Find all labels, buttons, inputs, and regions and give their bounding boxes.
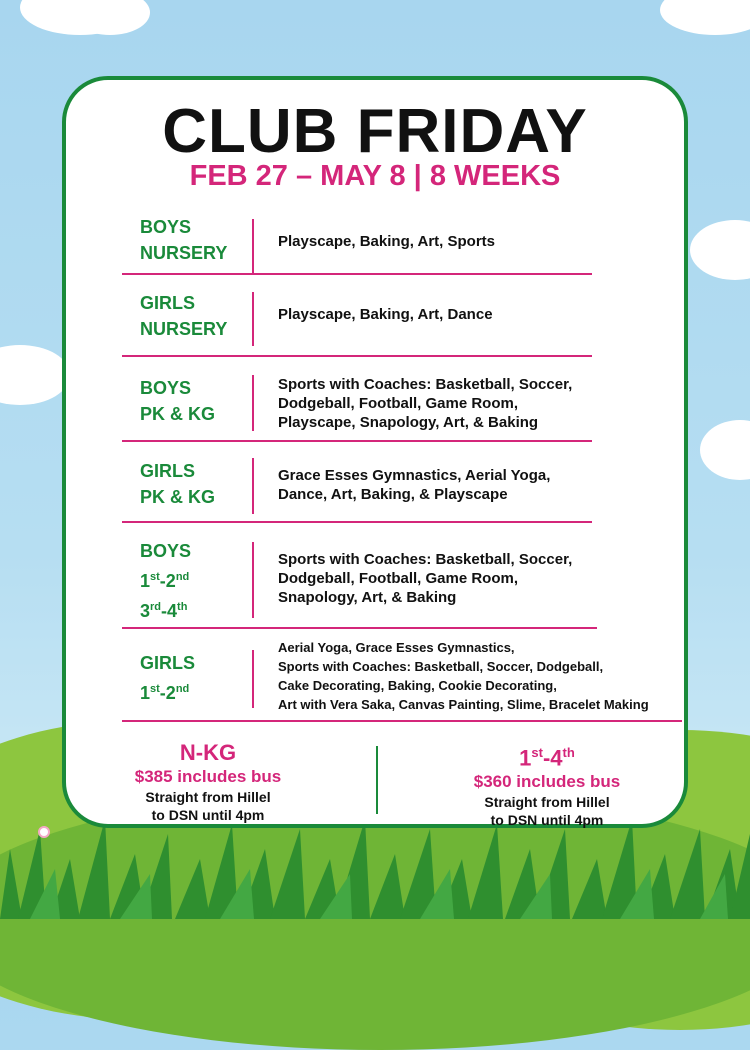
program-row-girls-grades <box>124 638 649 718</box>
activity-line: Sports with Coaches: Basketball, Soccer, <box>278 551 573 568</box>
program-row-boys-nursery <box>124 214 594 274</box>
grade-text: 1 <box>140 683 151 703</box>
grade-suffix: rd <box>150 601 162 613</box>
grade-suffix: th <box>562 745 575 760</box>
program-label <box>140 375 215 427</box>
activity-line: Dodgeball, Football, Game Room, <box>278 570 519 587</box>
label-line: BOYS <box>140 378 192 398</box>
program-row-boys-grades <box>124 538 594 628</box>
label-line: GIRLS <box>140 461 196 481</box>
row-divider <box>122 273 592 275</box>
pricing-divider <box>376 746 378 814</box>
cloud <box>660 0 750 35</box>
row-divider <box>122 627 597 629</box>
cloud <box>0 345 70 405</box>
activity-line: Cake Decorating, Baking, Cookie Decorating, <box>278 678 557 693</box>
activity-line: Playscape, Baking, Art, Dance <box>278 306 493 323</box>
program-row-boys-pk-kg <box>124 375 594 445</box>
label-line: GIRLS <box>140 653 196 673</box>
program-activities <box>278 232 495 251</box>
activity-line: Sports with Coaches: Basketball, Soccer, Dodgeball, <box>278 659 604 674</box>
activity-line: Grace Esses Gymnastics, Aerial Yoga, <box>278 467 551 484</box>
label-line: PK & KG <box>140 487 216 507</box>
price-amount: $385 includes bus <box>134 767 282 786</box>
activity-line: Sports with Coaches: Basketball, Soccer, <box>278 376 573 393</box>
price-grade <box>437 740 657 771</box>
grade-text: -2 <box>159 683 176 703</box>
grade-text: 1 <box>140 571 151 591</box>
activity-line: Dance, Art, Baking, & Playscape <box>278 486 508 503</box>
activity-line: Playscape, Baking, Art, Sports <box>278 233 496 250</box>
divider <box>252 292 254 346</box>
program-label <box>140 290 227 342</box>
program-activities <box>278 375 572 432</box>
price-amount: $360 includes bus <box>473 772 621 792</box>
price-note: to DSN until 4pm <box>151 807 265 823</box>
activity-line: Playscape, Snapology, Art, & Baking <box>278 414 539 431</box>
grade-suffix: nd <box>175 683 190 695</box>
program-label <box>140 214 227 266</box>
divider <box>252 650 254 708</box>
grade-range <box>140 676 195 706</box>
program-row-girls-pk-kg <box>124 458 594 518</box>
grade-text: -2 <box>159 571 176 591</box>
program-activities <box>278 550 572 607</box>
row-divider <box>122 355 592 357</box>
price-note: to DSN until 4pm <box>490 812 604 829</box>
page-title: CLUB FRIDAY <box>162 97 588 166</box>
activity-line: Aerial Yoga, Grace Esses Gymnastics, <box>278 640 515 655</box>
activity-line: Snapology, Art, & Baking <box>278 589 457 606</box>
divider <box>252 542 254 618</box>
activity-line: Dodgeball, Football, Game Room, <box>278 395 519 412</box>
program-activities <box>278 638 649 714</box>
label-line: NURSERY <box>140 243 228 263</box>
cloud <box>690 220 750 280</box>
price-grade: N-KG <box>179 740 237 765</box>
label-line: GIRLS <box>140 293 196 313</box>
price-note: Straight from Hillel <box>145 789 271 805</box>
grade-suffix: nd <box>175 571 190 583</box>
grade-text: -4 <box>542 745 563 771</box>
grade-range <box>140 564 191 594</box>
label-line: BOYS <box>140 217 192 237</box>
price-note: Straight from Hillel <box>484 794 610 811</box>
flower-icon <box>38 826 50 838</box>
program-row-girls-nursery <box>124 290 594 350</box>
grade-text: 1 <box>519 745 532 771</box>
grade-text: -4 <box>161 601 178 621</box>
label-line: BOYS <box>140 541 192 561</box>
date-range: FEB 27 – MAY 8 | 8 WEEKS <box>189 160 561 192</box>
label-line: NURSERY <box>140 319 228 339</box>
label-line: PK & KG <box>140 404 216 424</box>
program-label <box>140 458 215 510</box>
grade-suffix: th <box>177 601 188 613</box>
row-divider <box>122 521 592 523</box>
program-label <box>140 650 195 706</box>
row-divider <box>122 720 682 722</box>
price-1st-4th <box>437 740 657 829</box>
program-activities <box>278 466 550 504</box>
divider <box>252 219 254 273</box>
program-activities <box>278 305 493 324</box>
grade-suffix: st <box>150 571 160 583</box>
row-divider <box>122 440 592 442</box>
grade-suffix: st <box>531 745 543 760</box>
price-n-kg <box>98 740 318 824</box>
grade-range <box>140 594 191 624</box>
grade-suffix: st <box>150 683 160 695</box>
activity-line: Art with Vera Saka, Canvas Painting, Slime, Bracelet Making <box>278 697 649 712</box>
divider <box>252 375 254 431</box>
cloud <box>700 420 750 480</box>
grade-text: 3 <box>140 601 151 621</box>
divider <box>252 458 254 514</box>
program-label <box>140 538 191 624</box>
club-friday-card <box>62 76 688 828</box>
